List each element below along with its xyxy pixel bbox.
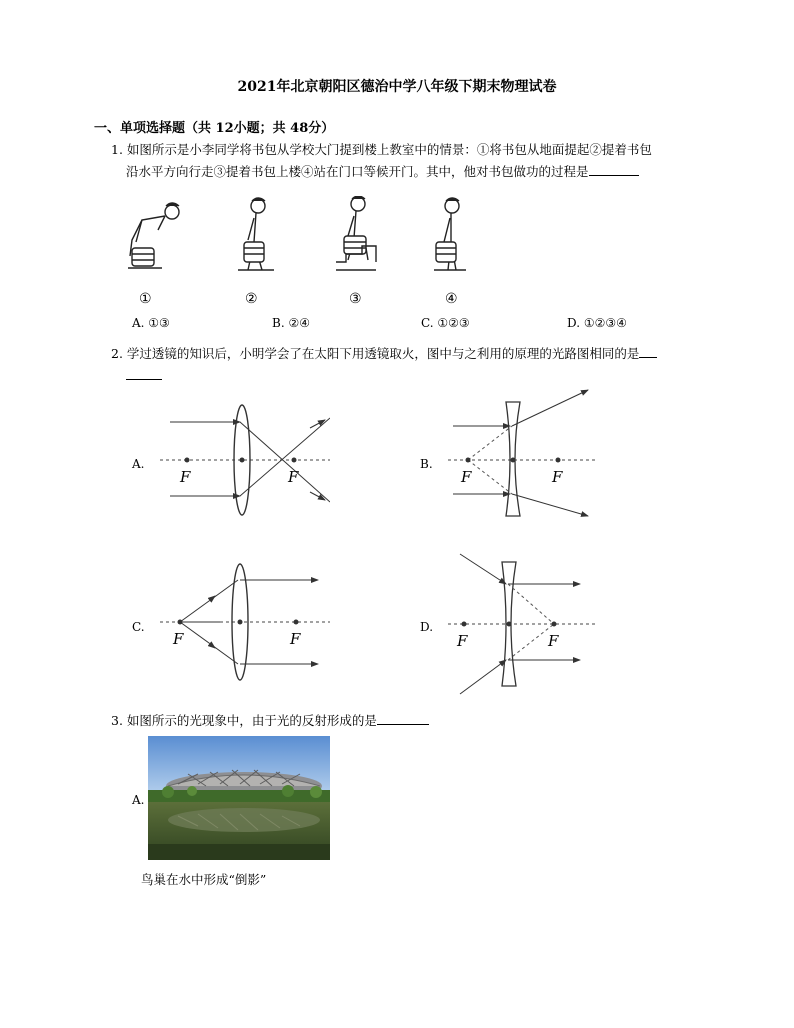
figure-climb-stairs	[336, 196, 376, 270]
photo-caption: 鸟巢在水中形成“倒影”	[141, 872, 267, 887]
question-1-line2	[126, 161, 726, 183]
figure-label-4: ④	[445, 291, 458, 307]
focus-label: F	[173, 630, 184, 648]
question-3-text: 3. 如图所示的光现象中，由于光的反射形成的是	[111, 713, 377, 728]
answer-blank-cont[interactable]	[126, 365, 162, 380]
q2-option-b[interactable]: B.	[420, 457, 433, 471]
answer-blank[interactable]	[589, 161, 639, 176]
question-2-line2	[126, 365, 162, 387]
focus-label: F	[288, 468, 299, 486]
answer-blank[interactable]	[377, 710, 429, 725]
figure-walk-bag	[238, 198, 274, 270]
focus-label: F	[457, 632, 468, 650]
question-2-text: 2. 学过透镜的知识后，小明学会了在太阳下用透镜取火，图中与之利用的原理的光路图相同的是	[111, 346, 640, 361]
q3-option-a[interactable]: A.	[132, 793, 145, 807]
figure-label-3: ③	[349, 291, 362, 307]
diagram-c	[160, 560, 330, 684]
focus-label: F	[548, 632, 559, 650]
q1-option-c[interactable]: C. ①②③	[421, 316, 470, 330]
q1-figures	[120, 196, 480, 278]
figure-lift-bag	[128, 203, 179, 268]
figure-stand-wait	[434, 198, 466, 270]
figure-label-1: ①	[139, 291, 152, 307]
birds-nest-photo	[148, 736, 330, 860]
diagram-d	[448, 550, 598, 696]
answer-blank[interactable]	[639, 343, 657, 358]
figure-label-2: ②	[245, 291, 258, 307]
question-2-line1	[111, 343, 731, 365]
q1-option-d[interactable]: D. ①②③④	[567, 316, 627, 330]
focus-label: F	[552, 468, 563, 486]
q2-option-a[interactable]: A.	[132, 457, 145, 471]
question-1-text: 沿水平方向行走③提着书包上楼④站在门口等候开门。其中，他对书包做功的过程是	[126, 164, 589, 179]
question-1-line1: 1. 如图所示是小李同学将书包从学校大门提到楼上教室中的情景：①将书包从地面提起②提着书包	[111, 142, 652, 157]
diagram-b	[448, 388, 598, 518]
q1-option-b[interactable]: B. ②④	[272, 316, 310, 330]
question-3-line1	[111, 710, 711, 732]
focus-label: F	[461, 468, 472, 486]
focus-label: F	[180, 468, 191, 486]
q2-option-d[interactable]: D.	[420, 620, 434, 634]
page-title: 2021年北京朝阳区德治中学八年级下期末物理试卷	[237, 79, 557, 95]
q1-option-a[interactable]: A. ①③	[132, 316, 170, 330]
focus-label: F	[290, 630, 301, 648]
diagram-a	[160, 398, 330, 518]
section-heading: 一、单项选择题（共 12小题；共 48分）	[94, 121, 335, 136]
q2-option-c[interactable]: C.	[132, 620, 145, 634]
